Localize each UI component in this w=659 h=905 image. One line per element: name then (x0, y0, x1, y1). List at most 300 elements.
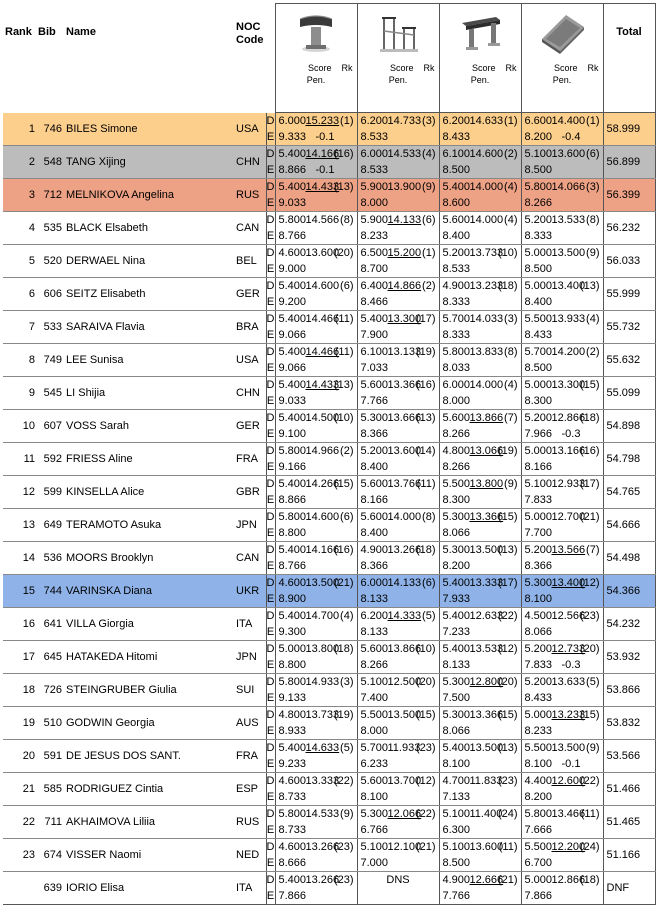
total-score: 53.866 (603, 674, 655, 707)
balance-beam-score-cell (439, 509, 521, 542)
bib-cell: 510 (38, 707, 66, 740)
e-score: 8.366 (360, 560, 389, 572)
athlete-name: IORIO Elisa (66, 872, 236, 905)
uneven-bars-score-cell (357, 344, 439, 377)
d-score: 5.200 (524, 214, 553, 226)
d-score: 5.600 (360, 379, 389, 391)
floor-exercise-score-cell (521, 773, 603, 806)
vault-score-cell (275, 509, 357, 542)
floor-exercise-rk-label: Rk (587, 63, 599, 73)
e-score: 8.466 (360, 296, 389, 308)
apparatus-score: 14.433 (305, 379, 340, 391)
results-body (3, 113, 655, 905)
rank-cell: 23 (3, 839, 38, 872)
rank-cell: 11 (3, 443, 38, 476)
balance-beam-score-cell (439, 443, 521, 476)
balance-beam-score-cell (439, 146, 521, 179)
apparatus-score: 13.300 (387, 313, 422, 325)
apparatus-score: 14.000 (469, 181, 504, 193)
noc-code: CAN (236, 212, 266, 245)
apparatus-rank: (17) (579, 478, 600, 490)
noc-code: RUS (236, 179, 266, 212)
balance-beam-score-cell (439, 179, 521, 212)
score-type-labels (266, 707, 275, 740)
uneven-bars-score-cell (357, 839, 439, 872)
noc-code: ESP (236, 773, 266, 806)
total-score: 55.099 (603, 377, 655, 410)
difficulty-label: D (266, 445, 275, 457)
vault-score-cell (275, 179, 357, 212)
vault-score-cell (275, 674, 357, 707)
d-score: 4.600 (278, 775, 307, 787)
e-score: 8.100 (524, 758, 553, 770)
noc-code: GBR (236, 476, 266, 509)
e-score: 9.233 (278, 758, 307, 770)
e-score: 7.833 (524, 494, 553, 506)
uneven-bars-score-cell (357, 740, 439, 773)
table-row (3, 212, 655, 245)
athlete-name: VOSS Sarah (66, 410, 236, 443)
e-score: 9.033 (278, 197, 307, 209)
apparatus-score: 13.366 (387, 379, 422, 391)
floor-exercise-header (521, 4, 603, 113)
execution-label: E (266, 692, 275, 704)
vault-icon (292, 9, 340, 55)
apparatus-rank: (13) (579, 280, 600, 292)
d-score: 5.500 (524, 841, 553, 853)
apparatus-score: 14.733 (387, 115, 422, 127)
score-type-labels (266, 146, 275, 179)
table-row (3, 245, 655, 278)
e-score: 8.533 (360, 131, 389, 143)
e-score: 8.066 (524, 626, 553, 638)
floor-exercise-score-cell (521, 542, 603, 575)
apparatus-rank: (2) (340, 445, 354, 457)
e-score: 8.266 (442, 461, 471, 473)
apparatus-rank: (7) (504, 412, 518, 424)
bib-cell: 607 (38, 410, 66, 443)
apparatus-rank: (16) (333, 544, 354, 556)
score-type-labels (266, 542, 275, 575)
apparatus-rank: (9) (586, 247, 600, 259)
table-row (3, 179, 655, 212)
apparatus-rank: (13) (333, 379, 354, 391)
e-score: 8.233 (524, 725, 553, 737)
athlete-name: MELNIKOVA Angelina (66, 179, 236, 212)
e-score: 8.166 (524, 461, 553, 473)
noc-header-line1: NOC (236, 20, 261, 33)
d-score: 6.000 (360, 577, 389, 589)
difficulty-label: D (266, 676, 275, 688)
apparatus-rank: (18) (333, 643, 354, 655)
bib-cell: 520 (38, 245, 66, 278)
e-score: 8.333 (524, 230, 553, 242)
d-score: 5.600 (360, 775, 389, 787)
apparatus-rank: (23) (497, 775, 518, 787)
balance-beam-score-cell (439, 707, 521, 740)
apparatus-score: 13.500 (469, 742, 504, 754)
table-row (3, 608, 655, 641)
d-score: 4.900 (442, 280, 471, 292)
floor-exercise-score-cell (521, 278, 603, 311)
balance-beam-score-cell (439, 641, 521, 674)
e-score: 8.033 (442, 362, 471, 374)
uneven-bars-score-cell (357, 542, 439, 575)
execution-label: E (266, 329, 275, 341)
bib-cell: 649 (38, 509, 66, 542)
bib-cell: 548 (38, 146, 66, 179)
score-type-labels (266, 476, 275, 509)
apparatus-rank: (1) (504, 115, 518, 127)
apparatus-score: 13.633 (551, 676, 586, 688)
d-score: 5.400 (360, 313, 389, 325)
apparatus-rank: (15) (579, 709, 600, 721)
apparatus-score: 14.133 (387, 577, 422, 589)
uneven-bars-score-cell (357, 641, 439, 674)
apparatus-rank: (21) (415, 841, 436, 853)
e-score: 8.266 (442, 428, 471, 440)
apparatus-rank: (22) (415, 808, 436, 820)
score-type-labels (266, 245, 275, 278)
apparatus-score: 15.233 (305, 115, 340, 127)
e-score: 8.333 (442, 329, 471, 341)
apparatus-score: 14.533 (387, 148, 422, 160)
bib-cell: 674 (38, 839, 66, 872)
apparatus-score: 13.600 (551, 148, 586, 160)
difficulty-label: D (266, 643, 275, 655)
d-score: 5.600 (360, 478, 389, 490)
athlete-name: VISSER Naomi (66, 839, 236, 872)
apparatus-rank: (19) (497, 445, 518, 457)
balance-beam-score-cell (439, 608, 521, 641)
d-score: 6.200 (442, 115, 471, 127)
uneven-bars-score-label: Score (389, 63, 414, 73)
execution-label: E (266, 428, 275, 440)
score-type-labels (266, 773, 275, 806)
balance-beam-score-cell (439, 311, 521, 344)
noc-code: JPN (236, 641, 266, 674)
rank-cell: 3 (3, 179, 38, 212)
vault-header (275, 4, 357, 113)
apparatus-rank: (8) (422, 511, 436, 523)
balance-beam-score-cell (439, 113, 521, 146)
difficulty-label: D (266, 181, 275, 193)
score-type-labels (266, 608, 275, 641)
floor-exercise-score-cell (521, 245, 603, 278)
balance-beam-score-label: Score (471, 63, 496, 73)
e-score: 7.033 (360, 362, 389, 374)
d-score: 5.800 (278, 808, 307, 820)
d-score: 5.900 (360, 181, 389, 193)
rank-cell: 14 (3, 542, 38, 575)
e-score: 8.000 (360, 725, 389, 737)
vault-score-cell (275, 641, 357, 674)
apparatus-score: 11.933 (387, 742, 421, 754)
d-score: 5.500 (524, 313, 553, 325)
d-score: 5.100 (524, 478, 553, 490)
e-score: 8.700 (360, 263, 389, 275)
bib-cell: 645 (38, 641, 66, 674)
table-row (3, 113, 655, 146)
d-score: 6.000 (442, 379, 471, 391)
execution-label: E (266, 296, 275, 308)
apparatus-rank: (8) (504, 346, 518, 358)
floor-exercise-score-cell (521, 509, 603, 542)
d-score: 4.400 (524, 775, 553, 787)
apparatus-rank: (6) (340, 280, 354, 292)
apparatus-rank: (13) (497, 544, 518, 556)
apparatus-score: 14.166 (305, 148, 340, 160)
vault-score-cell (275, 839, 357, 872)
total-score: 54.366 (603, 575, 655, 608)
table-row (3, 509, 655, 542)
apparatus-score: 13.933 (551, 313, 586, 325)
d-score: 5.200 (442, 247, 471, 259)
uneven-bars-score-cell (357, 773, 439, 806)
rank-cell: 18 (3, 674, 38, 707)
rank-cell: 10 (3, 410, 38, 443)
apparatus-score: 13.366 (469, 709, 504, 721)
bib-cell: 641 (38, 608, 66, 641)
name-header: Name (66, 25, 96, 38)
athlete-name: RODRIGUEZ Cintia (66, 773, 236, 806)
uneven-bars-score-cell (357, 674, 439, 707)
score-type-labels (266, 674, 275, 707)
uneven-bars-score-cell (357, 608, 439, 641)
apparatus-rank: (11) (334, 313, 354, 325)
d-score: 6.500 (360, 247, 389, 259)
e-score: 8.366 (360, 428, 389, 440)
e-score: 8.000 (442, 395, 471, 407)
apparatus-rank: (4) (422, 148, 436, 160)
apparatus-score: 13.233 (469, 280, 504, 292)
d-score: 5.800 (442, 346, 471, 358)
rank-cell: 6 (3, 278, 38, 311)
d-score: 5.600 (442, 412, 471, 424)
noc-header-line2: Code (236, 33, 264, 46)
athlete-name: VILLA Giorgia (66, 608, 236, 641)
floor-exercise-score-cell (521, 311, 603, 344)
athlete-name: DE JESUS DOS SANT. (66, 740, 236, 773)
athlete-name: TANG Xijing (66, 146, 236, 179)
apparatus-rank: (1) (422, 247, 436, 259)
e-score: 6.233 (360, 758, 389, 770)
score-type-labels (266, 740, 275, 773)
e-score: 7.833 (524, 659, 553, 671)
vault-score-label: Score (307, 63, 332, 73)
rank-cell: 4 (3, 212, 38, 245)
e-score: 7.000 (360, 857, 389, 869)
difficulty-label: D (266, 742, 275, 754)
apparatus-rank: (11) (580, 808, 600, 820)
vault-pen-label: Pen. (306, 75, 326, 85)
bib-cell: 535 (38, 212, 66, 245)
e-score: 8.100 (360, 791, 389, 803)
apparatus-rank: (16) (333, 148, 354, 160)
apparatus-score: 13.133 (387, 346, 422, 358)
d-score: 5.900 (360, 214, 389, 226)
e-score: 8.866 (278, 494, 307, 506)
floor-exercise-score-cell (521, 674, 603, 707)
apparatus-rank: (7) (586, 544, 600, 556)
d-score: 4.500 (524, 610, 553, 622)
apparatus-rank: (20) (579, 643, 600, 655)
e-score: 8.333 (442, 296, 471, 308)
apparatus-rank: (2) (504, 148, 518, 160)
rank-cell: 20 (3, 740, 38, 773)
score-type-labels (266, 443, 275, 476)
difficulty-label: D (266, 544, 275, 556)
total-score: 53.932 (603, 641, 655, 674)
e-score: 8.266 (360, 659, 389, 671)
apparatus-score: 11.400 (469, 808, 503, 820)
execution-label: E (266, 230, 275, 242)
floor-exercise-score-cell (521, 146, 603, 179)
apparatus-rank: (9) (586, 742, 600, 754)
rank-cell: 9 (3, 377, 38, 410)
uneven-bars-rk-label: Rk (423, 63, 435, 73)
floor-exercise-score-cell (521, 707, 603, 740)
e-score: 8.133 (360, 593, 389, 605)
apparatus-score: 13.533 (469, 643, 504, 655)
noc-code: ITA (236, 872, 266, 905)
score-type-labels (266, 113, 275, 146)
d-score: 5.000 (524, 445, 553, 457)
apparatus-score: 13.166 (551, 445, 586, 457)
total-score: 56.899 (603, 146, 655, 179)
total-score: 54.232 (603, 608, 655, 641)
vault-score-cell (275, 278, 357, 311)
execution-label: E (266, 197, 275, 209)
apparatus-score: 12.733 (551, 643, 586, 655)
e-score: 8.233 (360, 230, 389, 242)
apparatus-rank: (2) (586, 346, 600, 358)
vault-score-cell (275, 740, 357, 773)
vault-score-cell (275, 542, 357, 575)
floor-exercise-score-cell (521, 377, 603, 410)
noc-code: CHN (236, 377, 266, 410)
vault-score-cell (275, 608, 357, 641)
balance-beam-score-cell (439, 575, 521, 608)
d-score: 4.900 (442, 874, 471, 886)
apparatus-rank: (9) (340, 808, 354, 820)
execution-label: E (266, 395, 275, 407)
apparatus-score: 12.866 (551, 874, 586, 886)
apparatus-score: 14.566 (305, 214, 340, 226)
apparatus-rank: (18) (415, 544, 436, 556)
apparatus-rank: (10) (415, 643, 436, 655)
apparatus-score: 14.866 (387, 280, 422, 292)
apparatus-score: 13.400 (551, 577, 586, 589)
apparatus-score: 13.333 (305, 775, 340, 787)
balance-beam-score-cell (439, 773, 521, 806)
execution-label: E (266, 130, 275, 143)
d-score: 5.800 (524, 181, 553, 193)
execution-label: E (266, 626, 275, 638)
apparatus-score: 13.600 (305, 247, 340, 259)
e-score: 8.200 (524, 131, 553, 143)
uneven-bars-score-cell (357, 146, 439, 179)
d-score: 5.800 (524, 808, 553, 820)
athlete-name: MOORS Brooklyn (66, 542, 236, 575)
apparatus-score: 14.400 (551, 115, 586, 127)
penalty: -0.3 (561, 659, 581, 671)
e-score: 8.133 (442, 659, 471, 671)
e-score: 9.333 (278, 131, 307, 143)
d-score: 5.200 (524, 643, 553, 655)
apparatus-score: 14.633 (469, 115, 504, 127)
balance-beam-score-cell (439, 410, 521, 443)
execution-label: E (266, 659, 275, 671)
apparatus-rank: (11) (416, 478, 436, 490)
noc-code: SUI (236, 674, 266, 707)
apparatus-rank: (24) (579, 841, 600, 853)
apparatus-rank: (5) (340, 742, 354, 754)
apparatus-score: 13.566 (551, 544, 586, 556)
apparatus-rank: (15) (497, 709, 518, 721)
difficulty-label: D (266, 313, 275, 325)
floor-exercise-score-cell (521, 575, 603, 608)
uneven-bars-score-cell (357, 806, 439, 839)
d-score: 5.400 (278, 610, 307, 622)
d-score: 5.000 (524, 874, 553, 886)
uneven-bars-score-cell (357, 278, 439, 311)
balance-beam-score-cell (439, 476, 521, 509)
d-score: 4.900 (360, 544, 389, 556)
e-score: 7.866 (278, 890, 307, 902)
apparatus-score: 14.600 (469, 148, 504, 160)
e-score: 8.066 (442, 725, 471, 737)
floor-exercise-score-cell (521, 740, 603, 773)
e-score: 8.766 (278, 560, 307, 572)
score-type-labels (266, 575, 275, 608)
e-score: 8.433 (524, 329, 553, 341)
penalty: -0.4 (561, 131, 581, 143)
balance-beam-score-cell (439, 839, 521, 872)
e-score: 7.233 (442, 626, 471, 638)
execution-label: E (266, 857, 275, 869)
apparatus-rank: (3) (504, 313, 518, 325)
floor-exercise-score-cell (521, 839, 603, 872)
vault-score-cell (275, 872, 357, 905)
e-score: 7.766 (442, 890, 471, 902)
apparatus-rank: (21) (333, 577, 354, 589)
e-score: 9.300 (278, 626, 307, 638)
apparatus-rank: (1) (586, 115, 600, 127)
d-score: 5.400 (278, 148, 307, 160)
d-score: 5.400 (278, 544, 307, 556)
apparatus-rank: (20) (415, 676, 436, 688)
apparatus-score: 14.600 (305, 511, 340, 523)
total-score: 54.498 (603, 542, 655, 575)
table-row (3, 311, 655, 344)
vault-score-cell (275, 476, 357, 509)
apparatus-score: 14.333 (387, 610, 422, 622)
apparatus-rank: (14) (415, 445, 436, 457)
e-score: 7.966 (524, 428, 553, 440)
e-score: 8.533 (442, 263, 471, 275)
apparatus-rank: (19) (415, 346, 436, 358)
execution-label: E (266, 263, 275, 275)
e-score: 8.866 (278, 164, 307, 176)
e-score: 8.200 (524, 791, 553, 803)
e-score: 8.433 (524, 692, 553, 704)
noc-header (236, 4, 275, 113)
apparatus-rank: (11) (334, 346, 354, 358)
e-score: 8.300 (524, 395, 553, 407)
athlete-name: LI Shijia (66, 377, 236, 410)
d-score: 6.000 (360, 148, 389, 160)
